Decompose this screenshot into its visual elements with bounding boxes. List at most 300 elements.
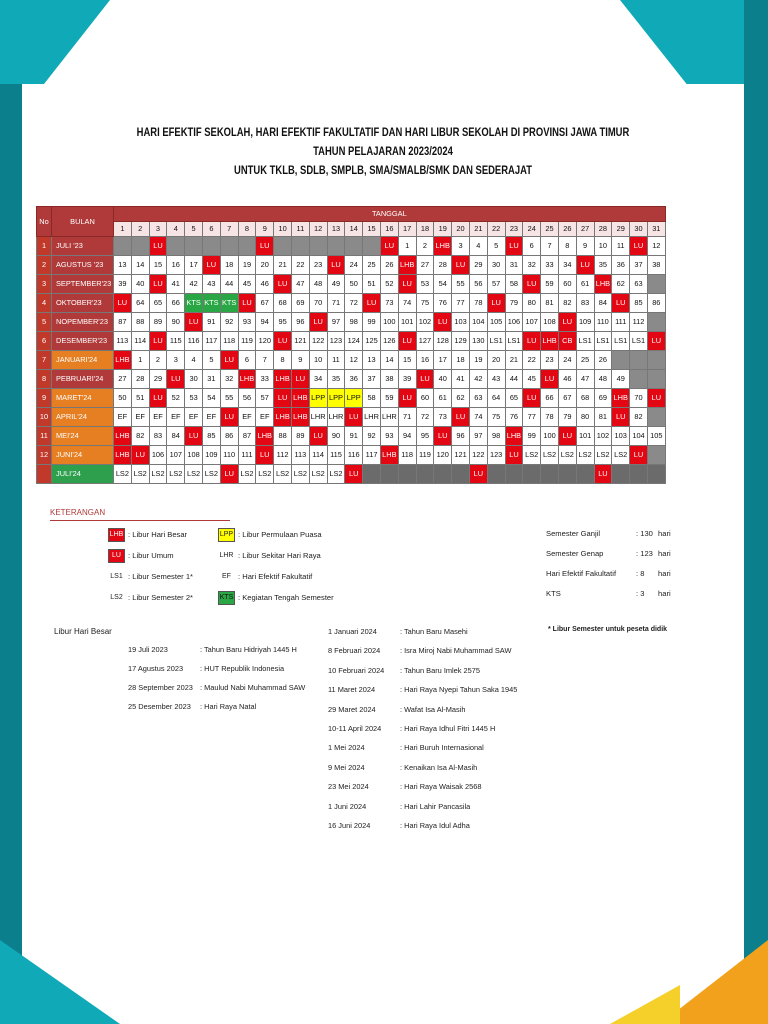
calendar-cell: 102: [416, 313, 434, 332]
calendar-cell: [647, 351, 665, 370]
calendar-cell: 61: [434, 389, 452, 408]
legend-swatch: LS2: [110, 594, 123, 601]
holiday-date: 28 September 2023: [128, 683, 193, 692]
calendar-cell: 118: [398, 446, 416, 465]
legend-divider: [50, 520, 230, 521]
calendar-cell: 72: [345, 294, 363, 313]
calendar-cell: 60: [558, 275, 576, 294]
row-number: 1: [37, 237, 52, 256]
calendar-cell: LS2: [327, 465, 345, 484]
month-label: MEI'24: [52, 427, 114, 446]
calendar-cell: LU: [220, 408, 238, 427]
title-line-2: TAHUN PELAJARAN 2023/2024: [313, 146, 453, 158]
summary-unit: hari: [658, 549, 671, 558]
day-number-header: 21: [469, 222, 487, 237]
summary-unit: hari: [658, 569, 671, 578]
row-number: 5: [37, 313, 52, 332]
calendar-cell: [167, 237, 185, 256]
holiday-date: 16 Juni 2024: [328, 821, 371, 830]
calendar-cell: 45: [238, 275, 256, 294]
calendar-cell: [630, 370, 648, 389]
calendar-cell: LU: [487, 294, 505, 313]
calendar-cell: LS2: [256, 465, 274, 484]
day-number-header: 30: [630, 222, 648, 237]
calendar-cell: 50: [114, 389, 132, 408]
calendar-cell: [647, 313, 665, 332]
calendar-cell: 4: [469, 237, 487, 256]
calendar-cell: 125: [363, 332, 381, 351]
calendar-cell: 70: [309, 294, 327, 313]
holiday-name: : Tahun Baru Masehi: [400, 627, 468, 636]
calendar-cell: [647, 275, 665, 294]
month-label: OKTOBER'23: [52, 294, 114, 313]
month-label: JULI'24: [52, 465, 114, 484]
calendar-cell: 46: [256, 275, 274, 294]
calendar-cell: LU: [452, 408, 470, 427]
calendar-cell: 50: [345, 275, 363, 294]
calendar-cell: 94: [256, 313, 274, 332]
calendar-cell: LS2: [149, 465, 167, 484]
calendar-cell: 44: [220, 275, 238, 294]
calendar-cell: EF: [185, 408, 203, 427]
table-row: [37, 275, 666, 294]
calendar-cell: 26: [380, 256, 398, 275]
calendar-cell: 54: [434, 275, 452, 294]
calendar-cell: 76: [505, 408, 523, 427]
calendar-cell: LU: [114, 294, 132, 313]
legend-swatch: LS1: [110, 573, 123, 580]
calendar-cell: 89: [149, 313, 167, 332]
calendar-cell: 83: [149, 427, 167, 446]
calendar-cell: 42: [469, 370, 487, 389]
calendar-cell: 69: [594, 389, 612, 408]
calendar-cell: 74: [469, 408, 487, 427]
calendar-cell: LHR: [309, 408, 327, 427]
calendar-cell: 68: [576, 389, 594, 408]
calendar-cell: 120: [434, 446, 452, 465]
calendar-cell: 117: [363, 446, 381, 465]
calendar-cell: [327, 237, 345, 256]
calendar-cell: LU: [220, 351, 238, 370]
calendar-cell: [558, 465, 576, 484]
calendar-cell: 63: [469, 389, 487, 408]
month-label: JUNI'24: [52, 446, 114, 465]
table-row: [37, 446, 666, 465]
calendar-cell: 53: [185, 389, 203, 408]
calendar-cell: 104: [469, 313, 487, 332]
calendar-cell: 17: [185, 256, 203, 275]
calendar-cell: LHR: [363, 408, 381, 427]
calendar-cell: 48: [594, 370, 612, 389]
holiday-date: 8 Februari 2024: [328, 646, 381, 656]
calendar-cell: LU: [131, 446, 149, 465]
calendar-cell: 1: [131, 351, 149, 370]
calendar-cell: LU: [398, 389, 416, 408]
day-number-header: 17: [398, 222, 416, 237]
calendar-cell: LS1: [505, 332, 523, 351]
day-number-header: 26: [558, 222, 576, 237]
legend-item: [218, 549, 321, 563]
calendar-cell: LU: [345, 465, 363, 484]
holiday-heading: Libur Hari Besar: [54, 627, 112, 636]
calendar-cell: 8: [274, 351, 292, 370]
row-number: 9: [37, 389, 52, 408]
calendar-cell: 108: [185, 446, 203, 465]
calendar-cell: [612, 351, 630, 370]
day-number-header: 22: [487, 222, 505, 237]
calendar-cell: [363, 237, 381, 256]
calendar-cell: LPP: [345, 389, 363, 408]
day-number-header: 28: [594, 222, 612, 237]
calendar-cell: 23: [541, 351, 559, 370]
calendar-cell: 123: [327, 332, 345, 351]
calendar-cell: LU: [452, 256, 470, 275]
calendar-cell: LU: [647, 332, 665, 351]
calendar-cell: 39: [398, 370, 416, 389]
calendar-cell: 62: [612, 275, 630, 294]
calendar-cell: 9: [576, 237, 594, 256]
month-label: APRIL'24: [52, 408, 114, 427]
calendar-cell: 123: [487, 446, 505, 465]
holiday-date: 10-11 April 2024: [328, 724, 382, 733]
calendar-cell: LU: [274, 389, 292, 408]
table-row: [37, 256, 666, 275]
corner-decoration: [610, 985, 680, 1024]
calendar-cell: 90: [327, 427, 345, 446]
calendar-cell: 86: [220, 427, 238, 446]
calendar-cell: 91: [202, 313, 220, 332]
calendar-cell: LU: [149, 275, 167, 294]
calendar-cell: 35: [327, 370, 345, 389]
calendar-cell: 85: [202, 427, 220, 446]
calendar-cell: 15: [149, 256, 167, 275]
day-number-header: 15: [363, 222, 381, 237]
calendar-cell: LU: [523, 275, 541, 294]
month-label: JULI '23: [52, 237, 114, 256]
calendar-cell: [185, 237, 203, 256]
legend-swatch: LU: [108, 549, 125, 563]
calendar-cell: 73: [380, 294, 398, 313]
calendar-cell: [452, 465, 470, 484]
legend-description: : Hari Efektif Fakultatif: [238, 572, 313, 581]
calendar-cell: 17: [434, 351, 452, 370]
calendar-cell: KTS: [185, 294, 203, 313]
calendar-cell: 52: [380, 275, 398, 294]
holiday-date: 1 Januari 2024: [328, 627, 377, 636]
calendar-cell: 87: [238, 427, 256, 446]
calendar-cell: 67: [256, 294, 274, 313]
calendar-cell: LU: [612, 294, 630, 313]
calendar-cell: 34: [309, 370, 327, 389]
calendar-cell: 78: [541, 408, 559, 427]
holiday-date: 11 Maret 2024: [328, 685, 376, 695]
calendar-cell: 51: [363, 275, 381, 294]
legend-description: : Libur Semester 1*: [128, 572, 193, 581]
corner-decoration: [744, 0, 768, 1024]
calendar-cell: [220, 237, 238, 256]
calendar-cell: 24: [345, 256, 363, 275]
calendar-cell: 87: [114, 313, 132, 332]
calendar-cell: 57: [487, 275, 505, 294]
legend-description: : Libur Sekitar Hari Raya: [238, 551, 321, 560]
holiday-name: : Hari Buruh Internasional: [400, 743, 484, 753]
calendar-cell: LS2: [523, 446, 541, 465]
calendar-cell: 75: [487, 408, 505, 427]
calendar-cell: LHB: [274, 370, 292, 389]
calendar-cell: LS2: [558, 446, 576, 465]
calendar-cell: 96: [291, 313, 309, 332]
calendar-cell: 39: [114, 275, 132, 294]
calendar-cell: 18: [452, 351, 470, 370]
calendar-cell: 29: [469, 256, 487, 275]
calendar-cell: 100: [380, 313, 398, 332]
calendar-cell: [398, 465, 416, 484]
calendar-cell: 128: [434, 332, 452, 351]
calendar-cell: [647, 408, 665, 427]
calendar-cell: 103: [452, 313, 470, 332]
table-row: [37, 332, 666, 351]
calendar-cell: 129: [452, 332, 470, 351]
calendar-cell: 108: [541, 313, 559, 332]
holiday-name: : Tahun Baru Hidriyah 1445 H: [200, 645, 297, 654]
calendar-cell: LU: [238, 294, 256, 313]
day-number-header: 20: [452, 222, 470, 237]
calendar-cell: 73: [434, 408, 452, 427]
day-number-header: 19: [434, 222, 452, 237]
calendar-cell: 33: [256, 370, 274, 389]
legend-swatch: EF: [222, 573, 231, 580]
calendar-cell: 118: [220, 332, 238, 351]
calendar-cell: 58: [505, 275, 523, 294]
day-number-header: 5: [185, 222, 203, 237]
calendar-cell: 43: [202, 275, 220, 294]
calendar-cell: 54: [202, 389, 220, 408]
day-number-header: 10: [274, 222, 292, 237]
calendar-cell: LS1: [612, 332, 630, 351]
calendar-cell: KTS: [202, 294, 220, 313]
calendar-cell: EF: [131, 408, 149, 427]
calendar-cell: 40: [131, 275, 149, 294]
calendar-cell: 82: [630, 408, 648, 427]
calendar-cell: 121: [452, 446, 470, 465]
calendar-cell: 3: [167, 351, 185, 370]
calendar-cell: 127: [416, 332, 434, 351]
calendar-cell: [380, 465, 398, 484]
calendar-cell: 37: [363, 370, 381, 389]
calendar-cell: LS2: [309, 465, 327, 484]
calendar-cell: 79: [505, 294, 523, 313]
calendar-cell: 62: [452, 389, 470, 408]
calendar-cell: LU: [612, 408, 630, 427]
calendar-cell: 82: [558, 294, 576, 313]
calendar-cell: 124: [345, 332, 363, 351]
calendar-cell: 8: [558, 237, 576, 256]
title-line-3: UNTUK TKLB, SDLB, SMPLB, SMA/SMALB/SMK DAN SEDERAJAT: [234, 165, 532, 177]
calendar-cell: 43: [487, 370, 505, 389]
calendar-cell: 77: [452, 294, 470, 313]
calendar-cell: LHB: [256, 427, 274, 446]
calendar-cell: 42: [185, 275, 203, 294]
row-number: 10: [37, 408, 52, 427]
calendar-cell: EF: [167, 408, 185, 427]
calendar-cell: [612, 465, 630, 484]
calendar-document: [22, 84, 744, 940]
calendar-cell: 40: [434, 370, 452, 389]
calendar-cell: [274, 237, 292, 256]
calendar-cell: EF: [114, 408, 132, 427]
calendar-cell: 96: [452, 427, 470, 446]
calendar-cell: LHB: [114, 427, 132, 446]
calendar-cell: LHR: [327, 408, 345, 427]
calendar-cell: 59: [380, 389, 398, 408]
calendar-cell: 36: [612, 256, 630, 275]
calendar-cell: LHB: [114, 446, 132, 465]
calendar-cell: 77: [523, 408, 541, 427]
row-number: 4: [37, 294, 52, 313]
calendar-cell: LHR: [380, 408, 398, 427]
legend-description: : Kegiatan Tengah Semester: [238, 593, 334, 602]
calendar-cell: 106: [505, 313, 523, 332]
calendar-cell: 21: [505, 351, 523, 370]
calendar-cell: 98: [487, 427, 505, 446]
calendar-cell: 105: [647, 427, 665, 446]
calendar-cell: LS2: [131, 465, 149, 484]
table-row: [37, 465, 666, 484]
summary-label: Semester Genap: [546, 549, 604, 558]
calendar-cell: 7: [541, 237, 559, 256]
day-number-header: 7: [220, 222, 238, 237]
summary-value: : 8: [636, 569, 645, 578]
calendar-cell: 31: [202, 370, 220, 389]
calendar-cell: 106: [149, 446, 167, 465]
calendar-cell: 34: [558, 256, 576, 275]
calendar-cell: 45: [523, 370, 541, 389]
column-header-no: No: [37, 207, 52, 237]
calendar-cell: LPP: [309, 389, 327, 408]
calendar-cell: 28: [434, 256, 452, 275]
table-row: [37, 294, 666, 313]
calendar-cell: [647, 465, 665, 484]
calendar-cell: 78: [469, 294, 487, 313]
calendar-cell: LU: [291, 370, 309, 389]
calendar-cell: 93: [238, 313, 256, 332]
calendar-cell: 41: [452, 370, 470, 389]
holiday-name: : Hari Raya Idul Adha: [400, 821, 470, 830]
legend-item: [108, 570, 193, 584]
calendar-cell: LU: [469, 465, 487, 484]
calendar-cell: 93: [380, 427, 398, 446]
calendar-cell: 14: [380, 351, 398, 370]
calendar-cell: 49: [327, 275, 345, 294]
calendar-cell: CB: [558, 332, 576, 351]
calendar-cell: LU: [523, 332, 541, 351]
calendar-cell: 7: [256, 351, 274, 370]
calendar-cell: 35: [594, 256, 612, 275]
calendar-cell: [131, 237, 149, 256]
calendar-cell: 15: [398, 351, 416, 370]
calendar-cell: 21: [274, 256, 292, 275]
legend-item: [108, 549, 174, 563]
calendar-cell: 22: [523, 351, 541, 370]
row-number: 3: [37, 275, 52, 294]
calendar-cell: LU: [647, 389, 665, 408]
holiday-date: 19 Juli 2023: [128, 645, 168, 654]
holiday-date: 25 Desember 2023: [128, 702, 191, 711]
calendar-cell: 64: [487, 389, 505, 408]
calendar-cell: LU: [220, 465, 238, 484]
calendar-cell: LU: [416, 370, 434, 389]
calendar-cell: LU: [327, 256, 345, 275]
calendar-cell: 110: [594, 313, 612, 332]
holiday-date: 17 Agustus 2023: [128, 664, 184, 673]
calendar-cell: 70: [630, 389, 648, 408]
calendar-table: [36, 206, 666, 484]
calendar-cell: 99: [523, 427, 541, 446]
calendar-cell: 52: [167, 389, 185, 408]
day-number-header: 8: [238, 222, 256, 237]
calendar-cell: 1: [398, 237, 416, 256]
holiday-name: : Tahun Baru Imlek 2575: [400, 665, 480, 675]
calendar-cell: 99: [363, 313, 381, 332]
calendar-cell: LU: [576, 256, 594, 275]
row-number: [37, 465, 52, 484]
calendar-cell: 90: [167, 313, 185, 332]
calendar-cell: 22: [291, 256, 309, 275]
legend-description: : Libur Umum: [128, 551, 174, 560]
month-label: PEBRUARI'24: [52, 370, 114, 389]
calendar-cell: LHB: [541, 332, 559, 351]
calendar-cell: 113: [291, 446, 309, 465]
month-label: MARET'24: [52, 389, 114, 408]
calendar-cell: 97: [469, 427, 487, 446]
calendar-cell: 31: [505, 256, 523, 275]
calendar-cell: 10: [594, 237, 612, 256]
calendar-cell: LU: [523, 389, 541, 408]
legend-item: [218, 570, 312, 584]
calendar-cell: LU: [558, 427, 576, 446]
calendar-cell: 97: [327, 313, 345, 332]
calendar-cell: 36: [345, 370, 363, 389]
calendar-cell: [647, 446, 665, 465]
calendar-cell: LS2: [576, 446, 594, 465]
row-number: 6: [37, 332, 52, 351]
calendar-cell: 84: [594, 294, 612, 313]
calendar-cell: 119: [416, 446, 434, 465]
calendar-cell: 117: [202, 332, 220, 351]
table-row: [37, 427, 666, 446]
month-label: NOPEMBER'23: [52, 313, 114, 332]
calendar-cell: 18: [220, 256, 238, 275]
calendar-cell: 11: [327, 351, 345, 370]
calendar-cell: LHB: [612, 389, 630, 408]
calendar-cell: LHB: [380, 446, 398, 465]
calendar-cell: 103: [612, 427, 630, 446]
calendar-cell: 94: [398, 427, 416, 446]
month-label: AGUSTUS '23: [52, 256, 114, 275]
calendar-cell: 27: [416, 256, 434, 275]
calendar-cell: 6: [238, 351, 256, 370]
calendar-cell: 116: [185, 332, 203, 351]
calendar-cell: 65: [505, 389, 523, 408]
calendar-cell: 114: [309, 446, 327, 465]
calendar-cell: 104: [630, 427, 648, 446]
calendar-cell: 80: [523, 294, 541, 313]
calendar-cell: LS2: [291, 465, 309, 484]
day-number-header: 9: [256, 222, 274, 237]
day-number-header: 16: [380, 222, 398, 237]
calendar-cell: 126: [380, 332, 398, 351]
calendar-cell: 64: [131, 294, 149, 313]
